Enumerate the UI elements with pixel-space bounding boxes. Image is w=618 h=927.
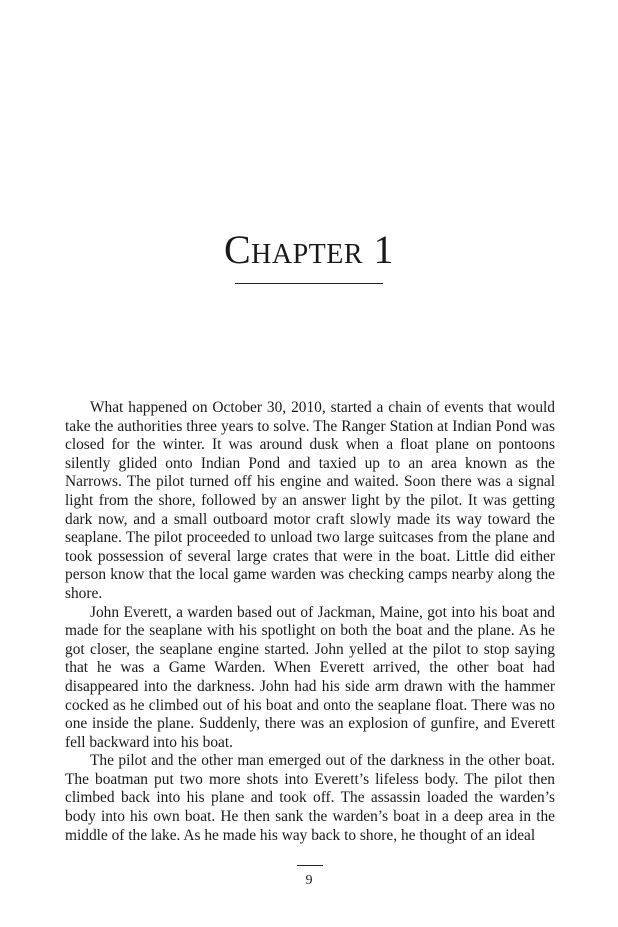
chapter-title-rule — [235, 283, 383, 284]
chapter-body-text — [65, 399, 555, 845]
chapter-title: Chapter 1 — [223, 227, 395, 272]
footer-rule — [297, 865, 323, 866]
paragraph: What happened on October 30, 2010, started a chain of events that would take the authorities three years to solve. The Ranger Station at Indian Pond was closed for the winter. It was around dusk when a float plane on pontoons silently glided onto Indian Pond and taxied up to an area known as the Narrows. The pilot turned off his engine and waited. Soon there was a signal light from the shore, followed by an answer light by the pilot. It was getting dark now, and a small outboard motor craft slowly made its way toward the seaplane. The pilot proceeded to unload two large suitcases from the plane and took possession of several large crates that were in the boat. Little did either person know that the local game warden was checking camps nearby along the shore. — [65, 399, 555, 602]
paragraph: John Everett, a warden based out of Jackman, Maine, got into his boat and made for the seaplane with his spotlight on both the boat and the plane. As he got closer, the seaplane engine started. John yelled at the pilot to stop saying that he was a Game Warden. When Everett arrived, the other boat had disappeared into the darkness. John had his side arm drawn with the hammer cocked as he climbed out of his boat and onto the seaplane float. There was no one inside the plane. Suddenly, there was an explosion of gunfire, and Everett fell backward into his boat. — [65, 603, 555, 751]
paragraph: The pilot and the other man emerged out of the darkness in the other boat. The boatman put two more shots into Everett’s lifeless body. The pilot then climbed back into his plane and took off. The assassin loaded the warden’s body into his own boat. He then sank the warden’s boat in a deep area in the middle of the lake. As he made his way back to shore, he thought of an ideal — [65, 752, 555, 844]
page-number: 9 — [305, 873, 313, 888]
